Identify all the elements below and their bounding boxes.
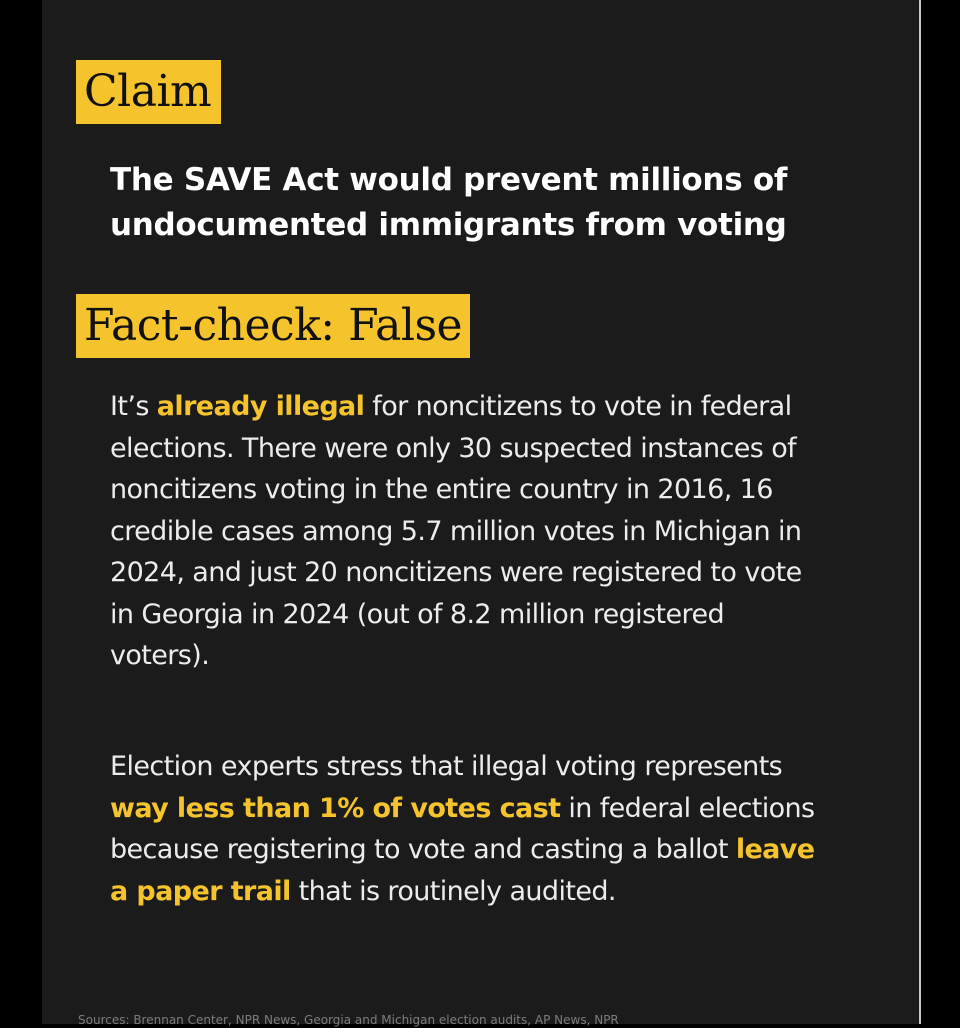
claim-heading: Claim bbox=[76, 60, 221, 124]
fact-check-paragraph-1 bbox=[110, 386, 830, 677]
paragraph-2-highlight-2: leave a paper trail bbox=[110, 834, 815, 907]
paragraph-1-text-1: It’s bbox=[110, 391, 157, 422]
paragraph-2-text-2: in federal elections because registering to vote and casting a ballot bbox=[110, 792, 815, 865]
fact-check-heading: Fact-check: False bbox=[76, 294, 470, 358]
paragraph-1-text-2: for noncitizens to vote in federal elections. There were only 30 suspected instances of noncitizens voting in the entire country in 2016, 16 credible cases among 5.7 million votes in Michigan in 2024, and just 20 noncitizens were registered to vote in Georgia in 2024 (out of 8.2 million registered voters). bbox=[110, 391, 802, 671]
fact-check-card bbox=[42, 0, 919, 1024]
paragraph-2-highlight-1: way less than 1% of votes cast bbox=[110, 792, 561, 824]
fact-check-paragraph-2 bbox=[110, 746, 830, 912]
paragraph-2-text-3: that is routinely audited. bbox=[290, 875, 616, 907]
claim-statement: The SAVE Act would prevent millions of undocumented immigrants from voting bbox=[110, 162, 788, 243]
sources-footnote: Sources: Brennan Center, NPR News, Georgia and Michigan election audits, AP News, NPR bbox=[78, 1013, 619, 1027]
paragraph-1-highlight-1: already illegal bbox=[156, 391, 365, 422]
paragraph-2-text-1: Election experts stress that illegal voting represents bbox=[110, 751, 783, 782]
screen-edge bbox=[919, 0, 921, 1024]
